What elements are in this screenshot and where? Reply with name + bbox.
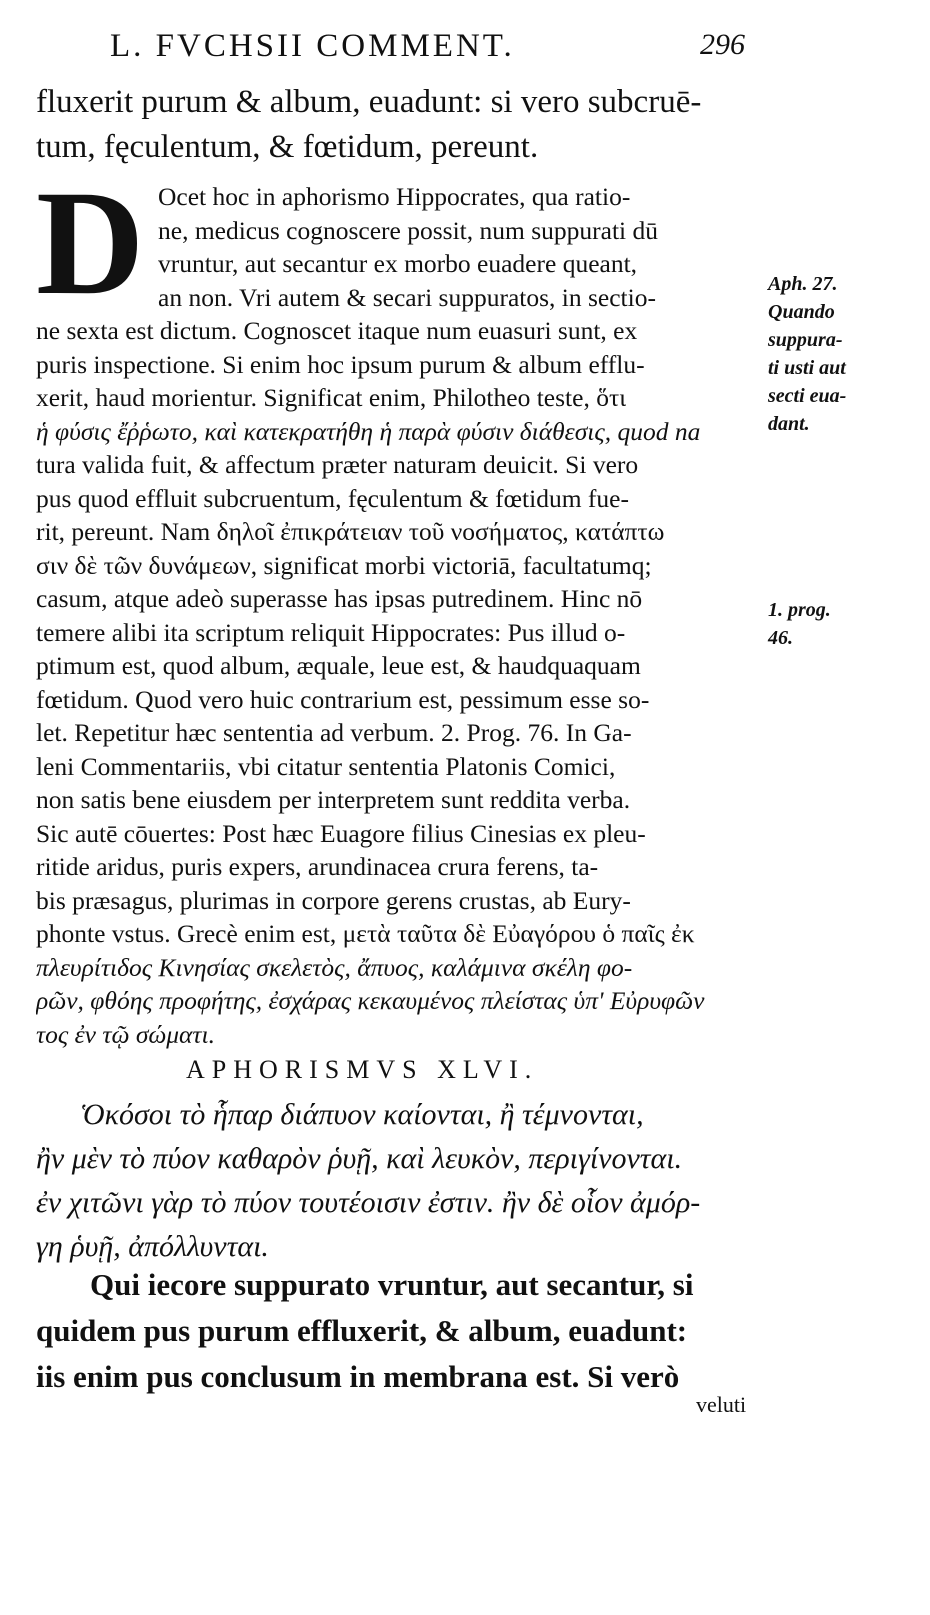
drop-cap: D — [36, 160, 145, 326]
text-line: σιν δὲ τῶν δυνάμεων, significat morbi victoriā, facultatumq; — [36, 550, 652, 580]
margin-note-line: 46. — [768, 627, 793, 649]
text-line: ἡ φύσις ἔῤῥωτο, καὶ κατεκρατήθη ἡ παρὰ φύσιν διάθεσις, quod na — [36, 416, 701, 446]
text-line: fluxerit purum & album, euadunt: si vero subcruē- — [36, 84, 702, 120]
margin-note-line: Aph. 27. — [768, 273, 838, 295]
text-line: tura valida fuit, & affectum præter naturam deuicit. Si vero — [36, 450, 639, 479]
text-line: let. Repetitur hæc sententia ad verbum. 2. Prog. 76. In Ga- — [36, 718, 632, 747]
text-line: ptimum est, quod album, æquale, leue est, & haudquaquam — [36, 651, 641, 680]
text-line: Sic autē cōuertes: Post hæc Euagore filius Cinesias ex pleu- — [36, 818, 646, 848]
margin-note-line: 1. prog. — [768, 599, 831, 621]
text-line: xerit, haud morientur. Significat enim, Philotheo teste, ὅτι — [36, 383, 627, 412]
text-line: non satis bene eiusdem per interpretem sunt reddita verba. — [36, 785, 631, 814]
margin-note-line: Quando — [768, 301, 835, 323]
margin-note — [768, 270, 898, 438]
text-line: γη ῥυῇ, ἀπόλλυνται. — [36, 1230, 269, 1263]
running-title: L. FVCHSII COMMENT. — [110, 28, 515, 64]
margin-note — [768, 596, 898, 652]
text-line: vruntur, aut secantur ex morbo euadere queant, — [158, 249, 638, 278]
text-line: iis enim pus conclusum in membrana est. Si verò — [36, 1359, 680, 1394]
page-number: 296 — [700, 28, 745, 61]
text-line: fœtidum. Quod vero huic contrarium est, pessimum esse so- — [36, 684, 650, 714]
text-line: ritide aridus, puris expers, arundinacea crura ferens, ta- — [36, 852, 599, 881]
text-line: quidem pus purum effluxerit, & album, euadunt: — [36, 1313, 688, 1348]
text-line: Ὁκόσοι τὸ ἧπαρ διάπυον καίονται, ἢ τέμνονται, — [80, 1098, 644, 1131]
text-line: τος ἐν τῷ σώματι. — [36, 1019, 215, 1049]
text-line: puris inspectione. Si enim hoc ipsum purum & album efflu- — [36, 349, 645, 379]
text-line: Ocet hoc in aphorismo Hippocrates, qua ratio- — [158, 182, 631, 211]
margin-note-line: ti usti aut — [768, 357, 846, 379]
text-line: tum, fęculentum, & fœtidum, pereunt. — [36, 129, 539, 165]
margin-note-line: secti eua- — [768, 385, 847, 407]
aphorism-heading: APHORISMVS XLVI. — [186, 1055, 539, 1084]
text-line: an non. Vri autem & secari suppuratos, in sectio- — [158, 282, 656, 312]
latin-translation — [36, 1262, 776, 1400]
text-line: ἢν μὲν τὸ πύον καθαρὸν ῥυῇ, καὶ λευκὸν, περιγίνονται. — [36, 1142, 683, 1175]
text-line: πλευρίτιδος Κινησίας σκελετὸς, ἄπυος, καλάμινα σκέλη φο- — [36, 952, 633, 982]
margin-note-line: suppura- — [768, 329, 843, 351]
greek-aphorism — [36, 1093, 776, 1269]
text-line: ἐν χιτῶνι γὰρ τὸ πύον τουτέοισιν ἐστιν. ἢν δὲ οἷον ἀμόρ- — [36, 1186, 701, 1219]
margin-note-line: dant. — [768, 413, 810, 435]
catchword: veluti — [696, 1392, 747, 1417]
aphorism-continuation — [36, 80, 776, 170]
commentary-paragraph — [36, 160, 776, 1051]
text-line: ne sexta est dictum. Cognoscet itaque num euasuri sunt, ex — [36, 316, 638, 345]
text-line: temere alibi ita scriptum reliquit Hippocrates: Pus illud o- — [36, 617, 626, 647]
text-line: rit, pereunt. Nam δηλοῖ ἐπικράτειαν τοῦ νοσήματος, κατάπτω — [36, 517, 665, 546]
text-line: phonte vstus. Grecè enim est, μετὰ ταῦτα δὲ Εὐαγόρου ὁ παῖς ἐκ — [36, 919, 695, 948]
text-line: ne, medicus cognoscere possit, num suppurati dū — [158, 215, 658, 245]
text-line: casum, atque adeò superasse has ipsas putredinem. Hinc nō — [36, 584, 643, 613]
text-line: pus quod effluit subcruentum, fęculentum & fœtidum fue- — [36, 483, 629, 513]
text-line: Qui iecore suppurato vruntur, aut secantur, si — [90, 1267, 694, 1302]
text-line: leni Commentariis, vbi citatur sententia Platonis Comici, — [36, 751, 616, 781]
text-line: ρῶν, φθόης προφήτης, ἐσχάρας κεκαυμένος πλείστας ὑπ' Εὐρυφῶν — [36, 986, 705, 1015]
text-line: bis præsagus, plurimas in corpore gerens crustas, ab Eury- — [36, 885, 631, 915]
